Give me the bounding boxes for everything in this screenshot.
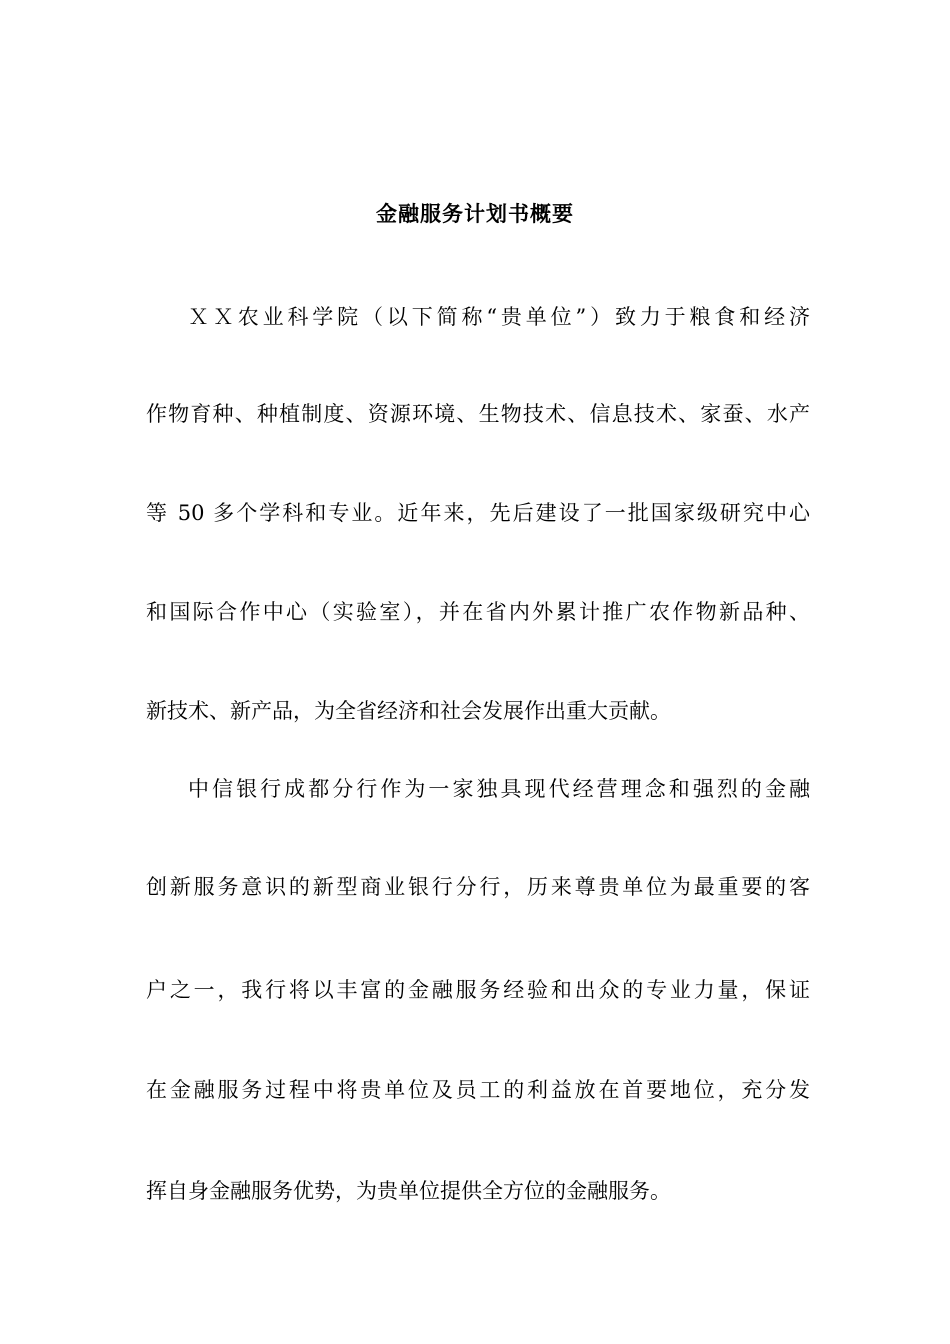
paragraph-line: 户之一，我行将以丰富的金融服务经验和出众的专业力量，保证 (146, 978, 810, 1002)
paragraph-line: 作物育种、种植制度、资源环境、生物技术、信息技术、家蚕、水产 (146, 402, 810, 426)
paragraph-line: ＸＸ农业科学院（以下简称“贵单位”）致力于粮食和经济 (188, 305, 810, 329)
paragraph-line: 和国际合作中心（实验室），并在省内外累计推广农作物新品种、 (146, 600, 810, 624)
paragraph-line: 在金融服务过程中将贵单位及员工的利益放在首要地位，充分发 (146, 1078, 810, 1102)
paragraph-line: 新技术、新产品，为全省经济和社会发展作出重大贡献。 (146, 699, 671, 723)
paragraph-line: 创新服务意识的新型商业银行分行，历来尊贵单位为最重要的客 (146, 875, 810, 899)
paragraph-line: 等 50 多个学科和专业。近年来，先后建设了一批国家级研究中心 (146, 501, 810, 525)
document-title: 金融服务计划书概要 (376, 201, 574, 226)
paragraph-line: 中信银行成都分行作为一家独具现代经营理念和强烈的金融 (188, 777, 810, 801)
paragraph-line: 挥自身金融服务优势，为贵单位提供全方位的金融服务。 (146, 1179, 671, 1203)
